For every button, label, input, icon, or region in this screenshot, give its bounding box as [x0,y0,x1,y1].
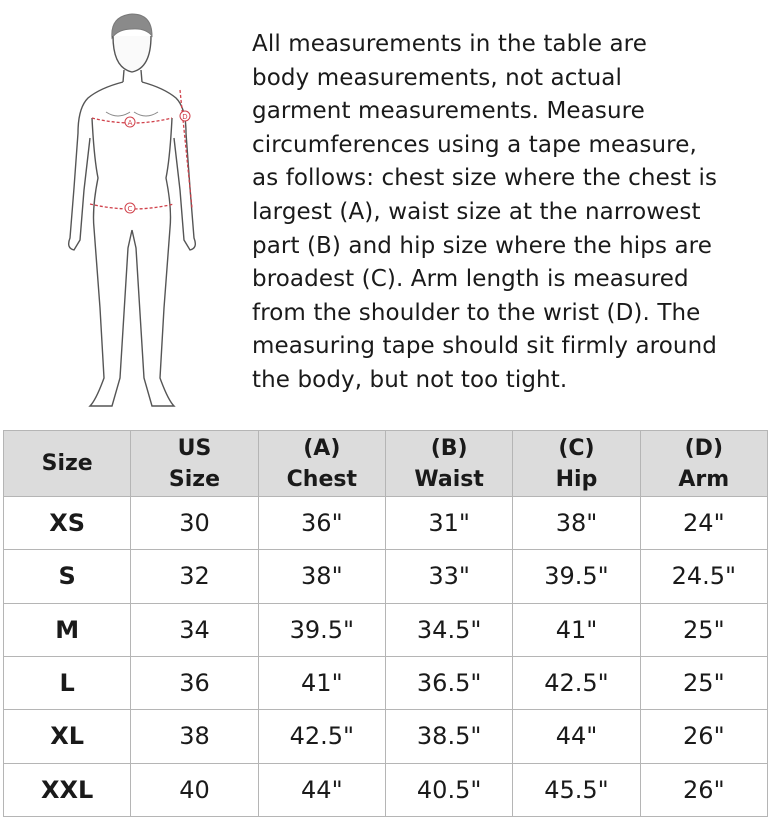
header-chest-line2: Chest [286,466,357,492]
size-cell: XXL [4,763,131,816]
hip-cell: 38" [513,497,640,550]
waist-cell: 34.5" [385,603,512,656]
hip-cell: 41" [513,603,640,656]
measurement-instructions: All measurements in the table are body measurements, not actual garment measurements. Measure circumferences using a tape measure, as follows: chest size where the chest is largest (A), waist size at the narrowest part (B) and hip size where the hips are broadest (C). Arm length is measured from the shoulder to the wrist (D). The measuring tape should sit firmly around the body, but not too tight. [252,31,718,393]
us-size-cell: 36 [131,656,258,709]
arm-cell: 25" [640,656,767,709]
arm-cell: 25" [640,603,767,656]
waist-cell: 40.5" [385,763,512,816]
table-header-row [4,431,768,497]
header-size [4,431,131,497]
marker-a: A [127,119,133,127]
chest-cell: 39.5" [258,603,385,656]
us-size-cell: 32 [131,550,258,603]
size-cell: L [4,656,131,709]
waist-cell: 36.5" [385,656,512,709]
arm-cell: 26" [640,763,767,816]
waist-cell: 38.5" [385,710,512,763]
marker-c: C [127,205,133,213]
marker-d: D [182,113,188,121]
header-arm-line2: Arm [678,466,730,492]
size-cell: S [4,550,131,603]
arm-cell: 24.5" [640,550,767,603]
table-row [4,550,768,603]
size-cell: M [4,603,131,656]
us-size-cell: 38 [131,710,258,763]
us-size-cell: 40 [131,763,258,816]
chest-cell: 36" [258,497,385,550]
header-hip-line1: (C) [558,435,595,461]
us-size-cell: 34 [131,603,258,656]
header-arm-line1: (D) [684,435,723,461]
hip-cell: 45.5" [513,763,640,816]
arm-cell: 26" [640,710,767,763]
size-cell: XL [4,710,131,763]
us-size-cell: 30 [131,497,258,550]
hip-cell: 39.5" [513,550,640,603]
header-waist-line1: (B) [430,435,468,461]
header-hip-line2: Hip [555,466,598,492]
table-row [4,656,768,709]
header-waist-line2: Waist [414,466,484,492]
header-hip [513,431,640,497]
arm-cell: 24" [640,497,767,550]
hip-cell: 44" [513,710,640,763]
header-waist [385,431,512,497]
header-us-size-line1: US [177,435,212,461]
table-row [4,710,768,763]
chest-cell: 42.5" [258,710,385,763]
header-us-size [131,431,258,497]
header-us-size-line2: Size [168,466,221,492]
header-arm [640,431,767,497]
body-figure-illustration [60,8,210,408]
waist-cell: 33" [385,550,512,603]
header-size-label: Size [41,451,93,476]
chest-cell: 44" [258,763,385,816]
header-chest [258,431,385,497]
table-row [4,497,768,550]
header-chest-line1: (A) [303,435,341,461]
chest-cell: 41" [258,656,385,709]
hip-cell: 42.5" [513,656,640,709]
table-row [4,763,768,816]
chest-cell: 38" [258,550,385,603]
waist-cell: 31" [385,497,512,550]
size-chart-table [3,430,768,817]
table-row [4,603,768,656]
body-figure-svg [60,8,210,408]
size-cell: XS [4,497,131,550]
